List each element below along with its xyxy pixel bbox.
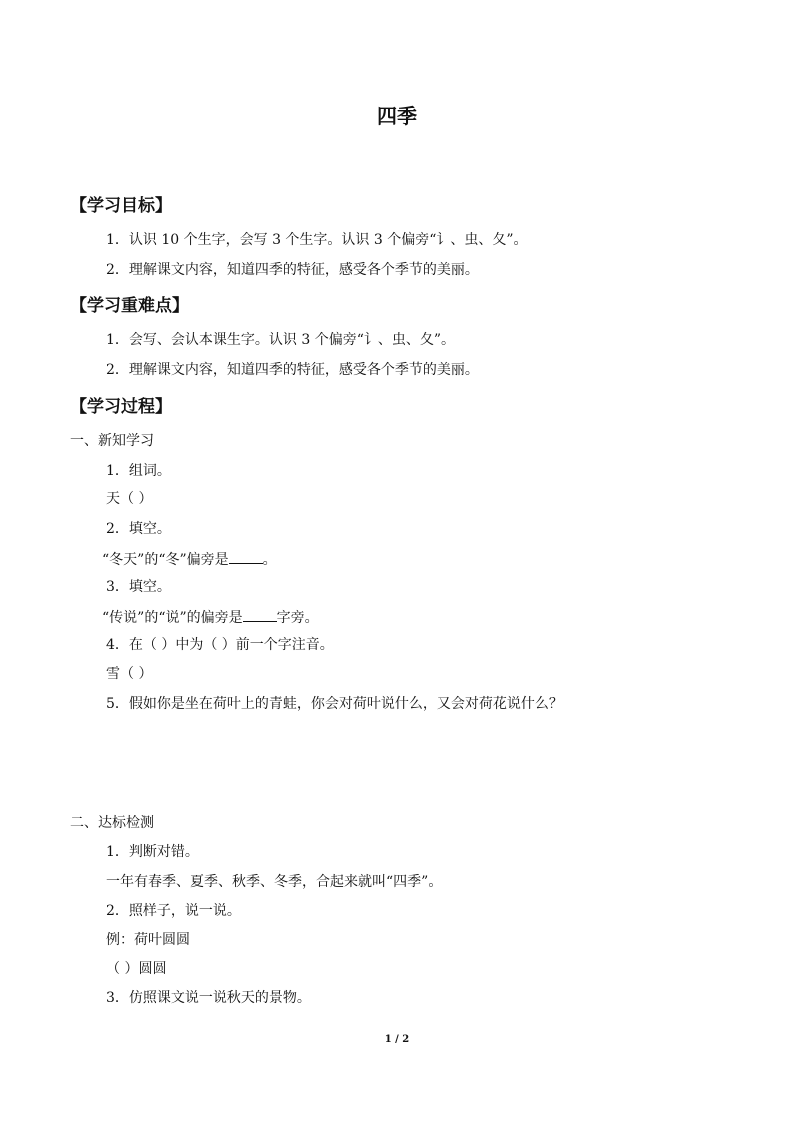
- part2-question-1: 1．判断对错。: [106, 844, 199, 860]
- part2-question-2-line: （ ）圆圆: [106, 961, 167, 977]
- section-heading-key-points: 【学习重难点】: [70, 296, 189, 316]
- goal-item-2: 2．理解课文内容，知道四季的特征，感受各个季节的美丽。: [106, 262, 479, 278]
- part1-question-3-end: 字旁。: [276, 610, 319, 626]
- part2-question-2: 2．照样子，说一说。: [106, 903, 241, 919]
- answer-blank: [243, 607, 277, 622]
- goal-item-1: 1．认识 10 个生字，会写 3 个生字。认识 3 个偏旁“讠、虫、夂”。: [106, 232, 528, 248]
- part2-question-1-line: 一年有春季、夏季、秋季、冬季，合起来就叫“四季”。: [106, 874, 443, 890]
- answer-blank: [229, 549, 263, 564]
- part2-question-3: 3．仿照课文说一说秋天的景物。: [106, 990, 311, 1006]
- part1-question-2-line: [102, 549, 277, 569]
- page-title: 四季: [377, 104, 417, 128]
- part1-question-1-line: 天（ ）: [106, 491, 153, 507]
- part2-question-2-example: 例：荷叶圆圆: [106, 932, 190, 948]
- part1-question-2-end: 。: [262, 552, 277, 568]
- section-heading-goals: 【学习目标】: [70, 196, 172, 216]
- part1-question-4-line: 雪（ ）: [106, 666, 153, 682]
- part1-question-3: 3．填空。: [106, 579, 171, 595]
- part1-question-2-text: “冬天”的“冬”偏旁是: [102, 552, 229, 568]
- part1-heading: 一、新知学习: [70, 433, 154, 449]
- part1-question-1: 1．组词。: [106, 463, 171, 479]
- part1-question-5: 5．假如你是坐在荷叶上的青蛙，你会对荷叶说什么，又会对荷花说什么？: [106, 696, 563, 712]
- part1-question-2: 2．填空。: [106, 521, 171, 537]
- part1-question-3-line: [102, 607, 319, 627]
- section-heading-process: 【学习过程】: [70, 397, 172, 417]
- key-point-item-1: 1．会写、会认本课生字。认识 3 个偏旁“讠、虫、夂”。: [106, 332, 456, 348]
- page-number: 1 / 2: [384, 1034, 410, 1045]
- part1-question-4: 4．在（ ）中为（ ）前一个字注音。: [106, 637, 334, 653]
- part1-question-3-text: “传说”的“说”的偏旁是: [102, 610, 243, 626]
- key-point-item-2: 2．理解课文内容，知道四季的特征，感受各个季节的美丽。: [106, 362, 479, 378]
- part2-heading: 二、达标检测: [70, 815, 154, 831]
